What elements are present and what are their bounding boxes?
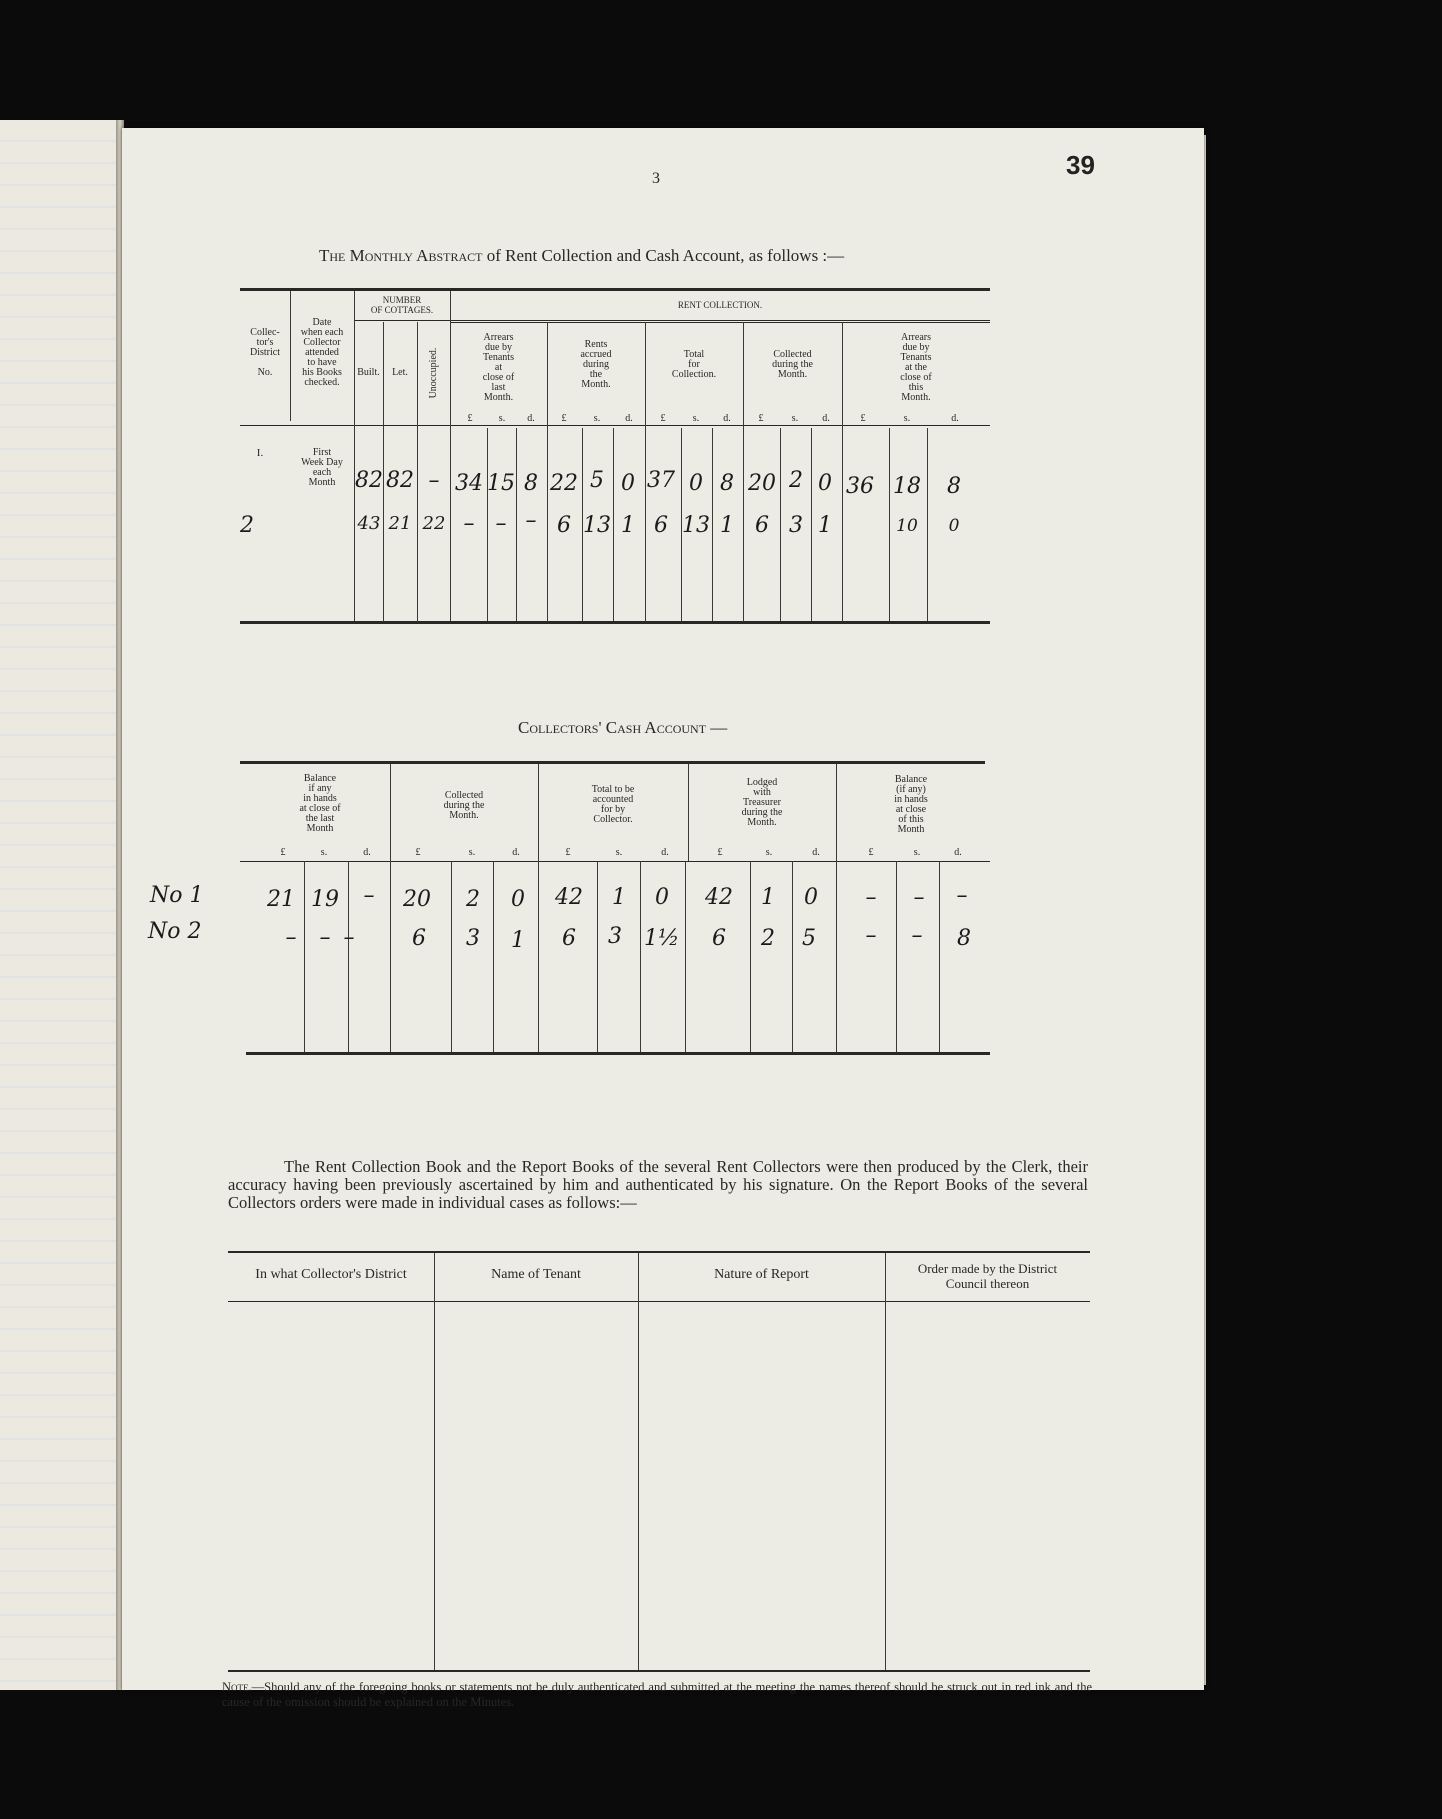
row1-arrears-last-pence: 8: [524, 471, 538, 496]
row2-rents-pence: 1: [621, 513, 635, 538]
cash-row1-balance-this-pence: –: [956, 883, 968, 908]
header-collector-district: In what Collector's District: [255, 1267, 407, 1282]
row1-arrears-this-shillings: 18: [893, 474, 921, 499]
note-label: Note.: [222, 1680, 252, 1694]
header-council-order: Order made by the District Council thereon: [917, 1261, 1058, 1291]
cash-row1-label: No 1: [150, 883, 204, 908]
header-balance-this: Balance (if any) in hands at close of this Month: [894, 774, 928, 835]
cash-account-title: Collectors' Cash Account —: [518, 718, 728, 737]
unit-pence: d.: [951, 413, 959, 424]
cash-row2-total-pence: 1½: [644, 926, 680, 951]
row2-collected-pence: 1: [818, 513, 832, 538]
row1-arrears-last-shillings: 15: [487, 471, 515, 496]
row1-collected-shillings: 2: [789, 468, 803, 493]
unit-pound: £: [868, 847, 874, 858]
row2-collected-shillings: 3: [789, 513, 803, 538]
unit-pound: £: [860, 413, 866, 424]
header-date: Date when each Collector attended to have his Books checked.: [300, 317, 344, 388]
cash-row2-total-pounds: 6: [562, 926, 576, 951]
unit-pence: d.: [822, 413, 830, 424]
row1-arrears-this-pence: 8: [947, 474, 961, 499]
footnote: [222, 1680, 1092, 1710]
cash-row1-balance-last-pounds: 21: [267, 887, 295, 912]
cash-row2-balance-this-pence: 8: [957, 926, 971, 951]
header-rents-accrued: Rents accrued during the Month.: [580, 339, 612, 390]
header-rent-collection: RENT COLLECTION.: [677, 300, 763, 310]
unit-pound: £: [561, 413, 567, 424]
row1-rents-shillings: 5: [590, 468, 604, 493]
cash-row2-lodged-pence: 5: [802, 926, 816, 951]
row2-built: 43: [357, 513, 381, 534]
abstract-title-rest: of Rent Collection and Cash Account, as follows :—: [486, 246, 845, 265]
body-paragraph: The Rent Collection Book and the Report Books of the several Rent Collectors were then produced by the Clerk, their accuracy having been previously ascertained by him and authenticated by his signature. On the Report Books of the several Collectors orders were made in individual cases as follows:—: [228, 1157, 1088, 1212]
unit-pound: £: [758, 413, 764, 424]
header-total: Total for Collection.: [671, 349, 717, 380]
cash-row2-label: No 2: [148, 919, 202, 944]
header-district: Collec- tor's District No.: [250, 327, 280, 378]
folio-number: 39: [1066, 150, 1095, 180]
header-collected: Collected during the Month.: [772, 349, 813, 380]
row1-rents-pence: 0: [621, 471, 635, 496]
cash-row1-balance-last-shillings: 19: [311, 887, 339, 912]
cash-row2-balance-this-pounds: –: [865, 923, 877, 948]
row2-arrears-this-shillings: 10: [896, 516, 918, 536]
monthly-abstract-table: [240, 288, 990, 628]
row1-arrears-this-pounds: 36: [846, 474, 874, 499]
header-lodged: Lodged with Treasurer during the Month.: [741, 777, 783, 828]
header-tenant-name: Name of Tenant: [491, 1267, 581, 1282]
unit-shilling: s.: [468, 847, 476, 858]
cash-row2-lodged-shillings: 2: [761, 926, 775, 951]
unit-pound: £: [280, 847, 286, 858]
abstract-title-smallcaps: The Monthly Abstract: [319, 246, 483, 265]
cash-row2-lodged-pounds: 6: [712, 926, 726, 951]
header-cottages: NUMBER OF COTTAGES.: [370, 295, 434, 315]
row1-total-shillings: 0: [689, 471, 703, 496]
cash-row1-total-pounds: 42: [555, 885, 583, 910]
unit-shilling: s.: [913, 847, 921, 858]
unit-pence: d.: [625, 413, 633, 424]
cash-row1-total-shillings: 1: [612, 885, 626, 910]
row1-total-pence: 8: [720, 471, 734, 496]
ledger-page: [122, 128, 1204, 1709]
cash-row1-collected-pence: 0: [511, 887, 525, 912]
abstract-title: [319, 246, 844, 266]
unit-pound: £: [565, 847, 571, 858]
cash-row1-collected-pounds: 20: [403, 887, 431, 912]
row1-collected-pounds: 20: [748, 471, 776, 496]
cash-row2-collected-pence: 1: [511, 928, 525, 953]
row1-collected-pence: 0: [818, 471, 832, 496]
row1-total-pounds: 37: [647, 468, 675, 493]
unit-pound: £: [467, 413, 473, 424]
cash-row1-lodged-pence: 0: [804, 885, 818, 910]
header-let: Let.: [392, 367, 408, 378]
row1-let: 82: [386, 468, 414, 493]
header-arrears-this: Arrears due by Tenants at the close of this Month.: [900, 332, 932, 403]
unit-pence: d.: [527, 413, 535, 424]
report-table: [228, 1251, 1090, 1671]
note-text: —Should any of the foregoing books or statements not be duly authenticated and submitted at the meeting the names thereof should be struck out in red ink and the cause of the omission should be explained on the Minutes.: [222, 1680, 1092, 1709]
cash-row2-balance-last-shillings: –: [319, 925, 331, 950]
cash-row1-lodged-pounds: 42: [705, 885, 733, 910]
unit-shilling: s.: [320, 847, 328, 858]
unit-pound: £: [717, 847, 723, 858]
row2-arrears-last-pence: –: [525, 508, 537, 533]
unit-pence: d.: [363, 847, 371, 858]
unit-pence: d.: [812, 847, 820, 858]
page-number: 3: [652, 170, 660, 187]
row1-rents-pounds: 22: [550, 471, 578, 496]
row1-unoccupied: –: [428, 468, 440, 493]
cash-account-table: [148, 761, 990, 1189]
row1-district: I.: [256, 447, 264, 459]
cash-row2-collected-pounds: 6: [412, 926, 426, 951]
cash-row1-balance-this-shillings: –: [913, 885, 925, 910]
row2-arrears-last-pounds: –: [463, 511, 475, 536]
row2-total-shillings: 13: [682, 513, 710, 538]
row2-district: 2: [240, 513, 254, 538]
unit-shilling: s.: [765, 847, 773, 858]
cash-row2-collected-shillings: 3: [466, 926, 480, 951]
header-balance-last: Balance if any in hands at close of the last Month: [299, 773, 341, 834]
row2-unoccupied: 22: [422, 513, 446, 534]
cash-row1-lodged-shillings: 1: [761, 885, 775, 910]
unit-shilling: s.: [593, 413, 601, 424]
header-cash-collected: Collected during the Month.: [443, 790, 485, 821]
unit-pence: d.: [661, 847, 669, 858]
row2-total-pounds: 6: [654, 513, 668, 538]
cash-row1-balance-this-pounds: –: [865, 885, 877, 910]
cash-row1-total-pence: 0: [655, 885, 669, 910]
header-built: Built.: [357, 367, 380, 378]
row2-rents-shillings: 13: [583, 513, 611, 538]
unit-shilling: s.: [615, 847, 623, 858]
unit-pence: d.: [954, 847, 962, 858]
row2-rents-pounds: 6: [557, 513, 571, 538]
unit-shilling: s.: [903, 413, 911, 424]
unit-pound: £: [660, 413, 666, 424]
cash-row2-balance-this-shillings: –: [911, 923, 923, 948]
row2-total-pence: 1: [720, 513, 734, 538]
row2-collected-pounds: 6: [755, 513, 769, 538]
unit-shilling: s.: [791, 413, 799, 424]
cash-row2-balance-last-pence: –: [343, 925, 355, 950]
row2-arrears-last-shillings: –: [495, 511, 507, 536]
row2-let: 21: [388, 513, 412, 534]
header-arrears-last: Arrears due by Tenants at close of last Month.: [482, 332, 515, 403]
cash-row1-balance-last-pence: –: [363, 883, 375, 908]
previous-page-edge: [0, 120, 120, 1690]
cash-row2-balance-last-pounds: –: [285, 925, 297, 950]
header-unoccupied: Unoccupied.: [428, 347, 439, 399]
cash-row2-total-shillings: 3: [608, 924, 622, 949]
header-report-nature: Nature of Report: [714, 1267, 809, 1282]
unit-pence: d.: [512, 847, 520, 858]
unit-shilling: s.: [692, 413, 700, 424]
unit-pound: £: [415, 847, 421, 858]
row2-arrears-this-pence: 0: [948, 516, 960, 536]
row1-built: 82: [355, 468, 383, 493]
row1-arrears-last-pounds: 34: [455, 471, 483, 496]
row1-date: First Week Day each Month: [301, 447, 343, 488]
unit-pence: d.: [723, 413, 731, 424]
unit-shilling: s.: [498, 413, 506, 424]
header-cash-total: Total to be accounted for by Collector.: [591, 784, 635, 825]
cash-row1-collected-shillings: 2: [466, 887, 480, 912]
